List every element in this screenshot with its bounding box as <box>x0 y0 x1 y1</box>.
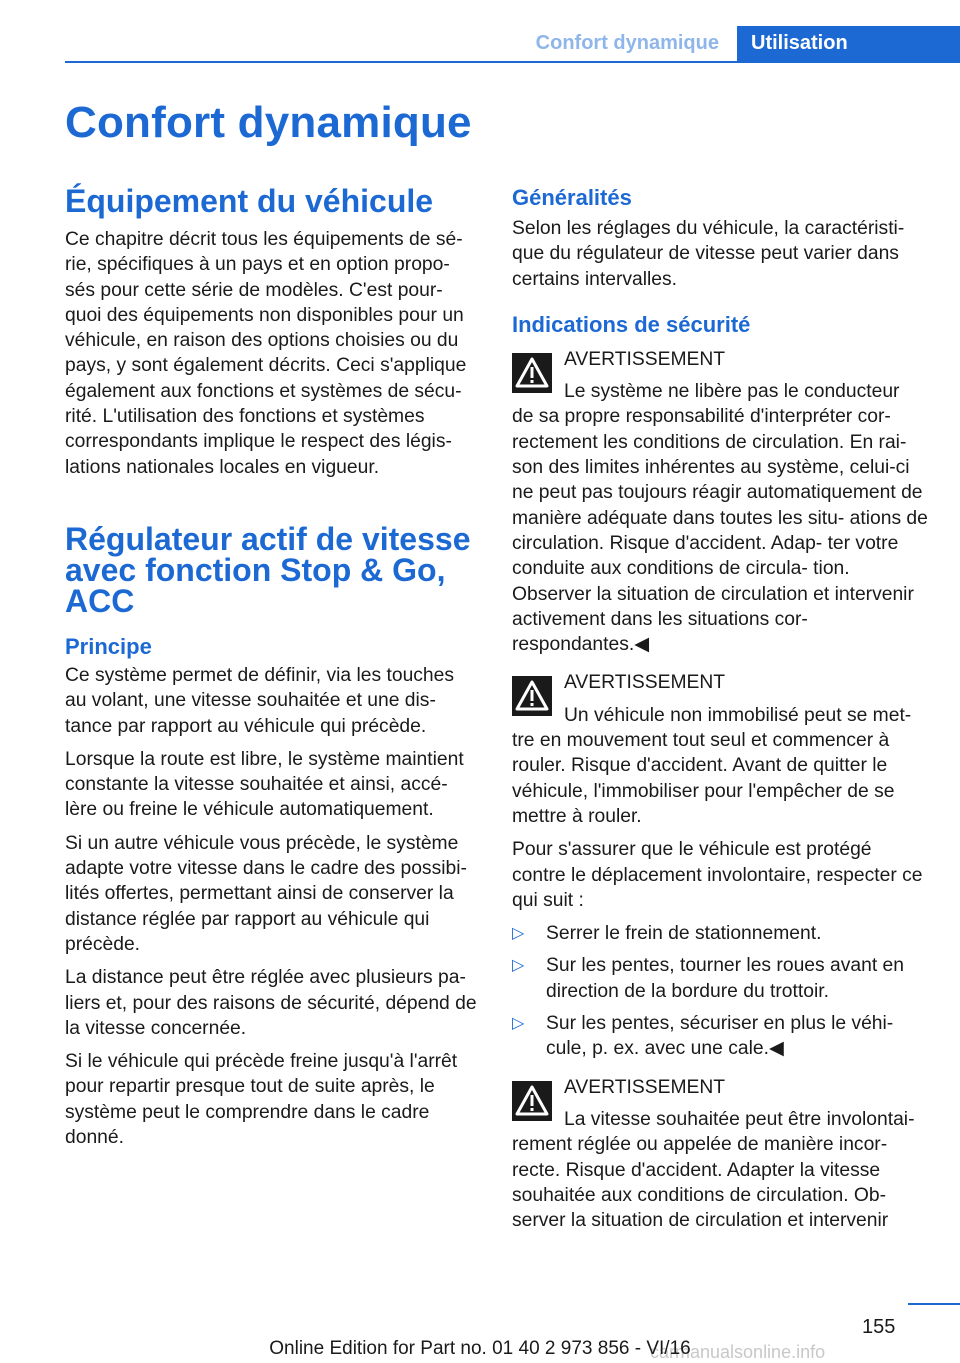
bullet-triangle-icon: ▷ <box>512 1015 525 1033</box>
warning-2-first-line: Un véhicule non immobilisé peut se met‐ <box>564 704 912 726</box>
bullet-triangle-icon: ▷ <box>512 957 525 975</box>
warning-block-1 <box>512 347 930 658</box>
page-title: Confort dynamique <box>65 98 472 147</box>
safety-heading: Indications de sécurité <box>512 311 751 337</box>
principle-paragraph-3: Si un autre véhicule vous précède, le système adapte votre vitesse dans le cadre des possibi‐ lités offertes, permettant ainsi de conserver la distance réglée par rapport au véhicule qui précède. <box>65 832 467 955</box>
warning-1-title: AVERTISSEMENT <box>564 348 726 370</box>
warning-block-3 <box>512 1075 930 1234</box>
warning-2-text: tre en mouvement tout seul et commencer à rouler. Risque d'accident. Avant de quitter le véhicule, l'immobiliser pour l'empêcher de se mettre à rouler. <box>512 730 895 827</box>
general-heading: Généralités <box>512 185 632 210</box>
principle-paragraph-1: Ce système permet de définir, via les touches au volant, une vitesse souhaitée et une dis‐ tance par rapport au véhicule qui précède. <box>65 664 455 737</box>
secure-intro-paragraph: Pour s'assurer que le véhicule est protégé contre le déplacement involontaire, respecter ce qui suit : <box>512 839 923 911</box>
principle-paragraph-4: La distance peut être réglée avec plusieurs pa‐ liers et, pour des raisons de sécurité, dépend de la vitesse concernée. <box>65 967 477 1039</box>
principle-paragraph-5: Si le véhicule qui précède freine jusqu'à l'arrêt pour repartir presque tout de suite après, le système peut le comprendre dans le cadre donné. <box>65 1051 458 1149</box>
header-section-tab: Confort dynamique <box>535 32 719 54</box>
general-paragraph: Selon les réglages du véhicule, la caractéristi‐ que du régulateur de vitesse peut varier dans certains intervalles. <box>512 218 905 290</box>
principle-paragraph-2: Lorsque la route est libre, le système maintient constante la vitesse souhaitée et ainsi, accé‐ lère ou freine le véhicule automatiquement. <box>65 748 464 821</box>
warning-3-first-line: La vitesse souhaitée peut être involontai‐ <box>564 1108 915 1130</box>
warning-1-text: de sa propre responsabilité d'interpréter cor‐ rectement les conditions de circulation. En rai‐ son des limites inhérentes au système, celui-ci ne peut pas toujours réagir automatiquement de manière adéquate dans toutes les situ‐ ations de circulation. Risque d'accident. Adap‐ ter votre conduite aux conditions de circula‐ tion. Observer la situation de circulation et intervenir activement dans les situations cor‐ respondantes.◀ <box>512 406 928 656</box>
principle-heading: Principe <box>65 633 152 659</box>
header-rule <box>65 61 960 63</box>
list-item <box>512 921 930 946</box>
warning-triangle-icon <box>512 1081 552 1121</box>
footer-edition: Online Edition for Part no. 01 40 2 973 856 - VI/16 <box>269 1338 691 1359</box>
acc-heading: Régulateur actif de vitesse avec fonction Stop & Go, ACC <box>65 520 471 619</box>
footer-rule <box>908 1303 960 1305</box>
warning-3-text: rement réglée ou appelée de manière incor‐ recte. Risque d'accident. Adapter la vitesse souhaitée aux conditions de circulation. Ob‐ server la situation de circulation et intervenir <box>512 1134 889 1232</box>
header-chapter-tab: Utilisation <box>737 26 960 61</box>
bullet-triangle-icon: ▷ <box>512 925 525 943</box>
list-item-text: Sur les pentes, tourner les roues avant en direction de la bordure du trottoir. <box>546 955 904 1002</box>
warning-block-2 <box>512 670 930 829</box>
list-item <box>512 1011 930 1062</box>
warning-2-title: AVERTISSEMENT <box>564 672 726 694</box>
list-item <box>512 953 930 1004</box>
warning-3-title: AVERTISSEMENT <box>564 1076 726 1098</box>
left-column <box>65 180 480 1150</box>
right-column <box>512 185 930 1233</box>
equipment-paragraph: Ce chapitre décrit tous les équipements de sé‐ rie, spécifiques à un pays et en option propo‐ sés pour cette série de modèles. C'est pour‐ quoi des équipements non disponibles pour un véhicule, en raison des options choisies ou du pays, y sont également décrits. Ceci s'applique également aux fonctions et systèmes de sécu‐ rité. L'utilisation des fonctions et systèmes correspondants implique le respect des légis‐ lations nationales locales en vigueur. <box>65 229 467 478</box>
list-item-text: Serrer le frein de stationnement. <box>546 923 822 945</box>
warning-triangle-icon <box>512 676 552 716</box>
secure-list <box>512 921 930 1061</box>
watermark: carmanualsonline.info <box>650 1342 826 1362</box>
list-item-text: Sur les pentes, sécuriser en plus le véhi‐ cule, p. ex. avec une cale.◀ <box>546 1013 894 1060</box>
equipment-heading: Équipement du véhicule <box>65 183 434 219</box>
page-number: 155 <box>862 1316 896 1338</box>
warning-1-first-line: Le système ne libère pas le conducteur <box>564 381 900 403</box>
warning-triangle-icon <box>512 353 552 393</box>
